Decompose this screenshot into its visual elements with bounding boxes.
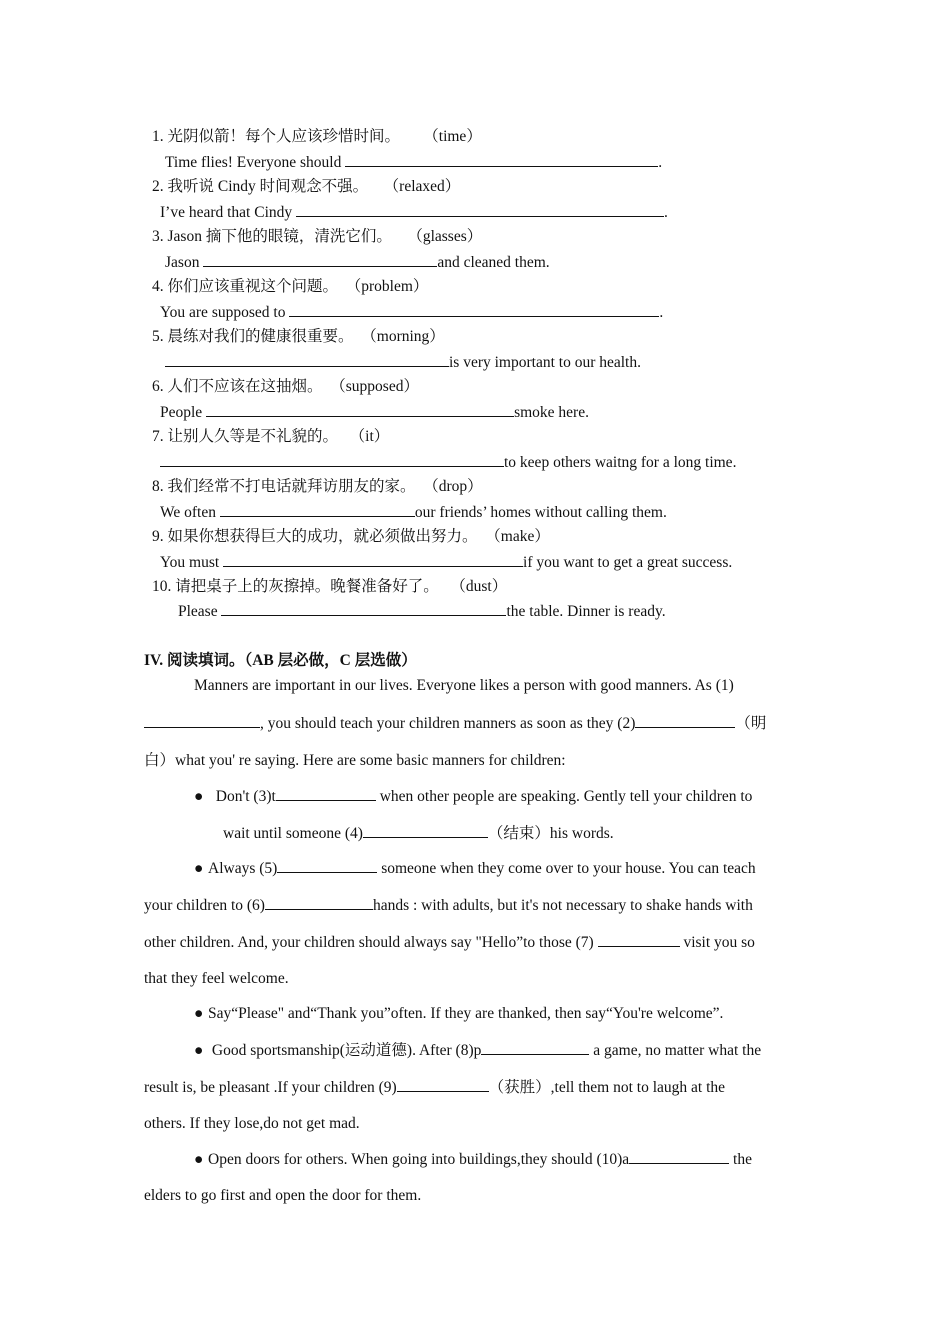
item-2-english: I’ve heard that Cindy . (160, 204, 668, 221)
passage-line: Manners are important in our lives. Everyone likes a person with good manners. As (1) (194, 677, 734, 694)
item-3-english: Jason and cleaned them. (165, 254, 550, 271)
item-5-english: is very important to our health. (165, 352, 641, 373)
answer-blank-9[interactable] (223, 552, 523, 567)
reading-blank-2[interactable] (635, 713, 735, 728)
item-6-chinese: 6. 人们不应该在这抽烟。 （supposed） (152, 378, 419, 395)
item-7-english: to keep others waitng for a long time. (160, 452, 736, 473)
reading-blank-4[interactable] (363, 823, 488, 838)
passage-line: wait until someone (4) （结束）his words. (223, 825, 614, 842)
passage-line: that they feel welcome. (144, 970, 289, 987)
answer-blank-6[interactable] (206, 402, 514, 417)
item-3-chinese: 3. Jason 摘下他的眼镜，清洗它们。 （glasses） (152, 228, 483, 245)
item-10-english: Please the table. Dinner is ready. (178, 603, 666, 620)
bullet-icon: ● (194, 1005, 204, 1022)
answer-blank-10[interactable] (221, 601, 506, 616)
item-9-english: You must if you want to get a great success. (160, 554, 733, 571)
answer-blank-4[interactable] (289, 302, 659, 317)
item-4-english: You are supposed to . (160, 304, 664, 321)
item-5-chinese: 5. 晨练对我们的健康很重要。 （morning） (152, 328, 445, 345)
item-9-chinese: 9. 如果你想获得巨大的成功，就必须做出努力。 （make） (152, 528, 550, 545)
section-heading: IV. 阅读填词。（AB 层必做，C 层选做） (144, 652, 417, 669)
passage-line: , you should teach your children manners as soon as they (2) （明 (144, 713, 766, 734)
passage-line: others. If they lose,do not get mad. (144, 1115, 360, 1132)
bullet-icon: ● (194, 1151, 204, 1168)
bullet-item: ● Always (5) someone when they come over to your house. You can teach (194, 860, 756, 877)
bullet-icon: ● (194, 1042, 204, 1059)
reading-blank-1[interactable] (144, 713, 260, 728)
bullet-icon: ● (194, 860, 204, 877)
bullet-item: ● Open doors for others. When going into buildings,they should (10)a the (194, 1151, 752, 1168)
passage-line: your children to (6) hands : with adults, but it's not necessary to shake hands with (144, 897, 753, 914)
passage-line: other children. And, your children should always say "Hello”to those (7) visit you so (144, 934, 755, 951)
passage-line: elders to go first and open the door for them. (144, 1187, 422, 1204)
item-10-chinese: 10. 请把桌子上的灰擦掉。晚餐准备好了。 （dust） (152, 578, 508, 595)
answer-blank-7[interactable] (160, 452, 504, 467)
bullet-item: ● Don't (3)t when other people are speaking. Gently tell your children to (194, 788, 753, 805)
reading-blank-8[interactable] (481, 1040, 589, 1055)
reading-blank-9[interactable] (397, 1077, 489, 1092)
item-1-chinese: 1. 光阴似箭！每个人应该珍惜时间。 （time） (152, 128, 482, 145)
answer-blank-5[interactable] (165, 352, 449, 367)
answer-blank-2[interactable] (296, 202, 664, 217)
reading-blank-7[interactable] (598, 932, 680, 947)
passage-line: 白）what you' re saying. Here are some basic manners for children: (144, 752, 566, 769)
answer-blank-3[interactable] (203, 252, 437, 267)
reading-blank-10[interactable] (629, 1149, 729, 1164)
item-7-chinese: 7. 让别人久等是不礼貌的。 （it） (152, 428, 390, 445)
bullet-icon: ● (194, 788, 204, 805)
passage-line: result is, be pleasant .If your children (9) （获胜）,tell them not to laugh at the (144, 1079, 726, 1096)
answer-blank-8[interactable] (220, 502, 415, 517)
reading-blank-3[interactable] (276, 786, 376, 801)
item-4-chinese: 4. 你们应该重视这个问题。 （problem） (152, 278, 429, 295)
item-1-english: Time flies! Everyone should . (165, 154, 663, 171)
bullet-item: ● Good sportsmanship(运动道德). After (8)p a game, no matter what the (194, 1042, 762, 1059)
item-2-chinese: 2. 我听说 Cindy 时间观念不强。 （relaxed） (152, 178, 461, 195)
reading-blank-5[interactable] (277, 858, 377, 873)
reading-blank-6[interactable] (265, 895, 373, 910)
item-8-chinese: 8. 我们经常不打电话就拜访朋友的家。 （drop） (152, 478, 483, 495)
answer-blank-1[interactable] (345, 152, 658, 167)
bullet-item: ● Say“Please" and“Thank you”often. If they are thanked, then say“You're welcome”. (194, 1005, 724, 1022)
item-8-english: We often our friends’ homes without calling them. (160, 504, 667, 521)
item-6-english: People smoke here. (160, 404, 589, 421)
